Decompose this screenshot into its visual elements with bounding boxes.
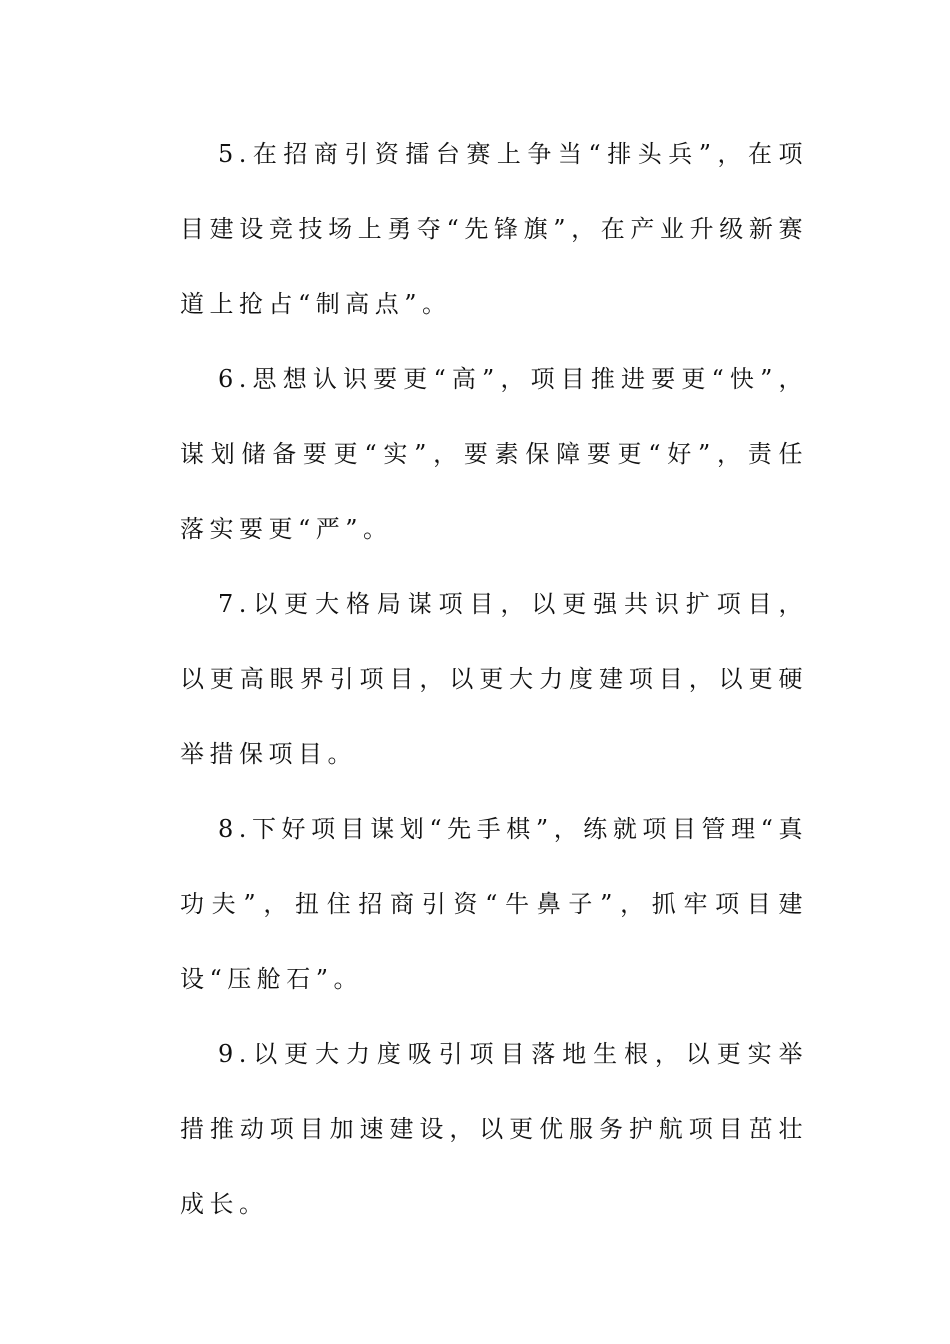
document-body bbox=[180, 117, 808, 1242]
paragraph-6: 6.思想认识要更“高”，项目推进要更“快”，谋划储备要更“实”，要素保障要更“好”，责任落实要更“严”。 bbox=[180, 365, 808, 543]
paragraph-8: 8.下好项目谋划“先手棋”，练就项目管理“真功夫”，扭住招商引资“牛鼻子”，抓牢项目建设“压舱石”。 bbox=[180, 815, 808, 993]
paragraph-9: 9.以更大力度吸引项目落地生根，以更实举措推动项目加速建设，以更优服务护航项目茁壮成长。 bbox=[180, 1040, 808, 1218]
paragraph-5: 5.在招商引资擂台赛上争当“排头兵”，在项目建设竞技场上勇夺“先锋旗”，在产业升级新赛道上抢占“制高点”。 bbox=[180, 140, 808, 318]
paragraph-7: 7.以更大格局谋项目，以更强共识扩项目，以更高眼界引项目，以更大力度建项目，以更硬举措保项目。 bbox=[180, 590, 808, 768]
